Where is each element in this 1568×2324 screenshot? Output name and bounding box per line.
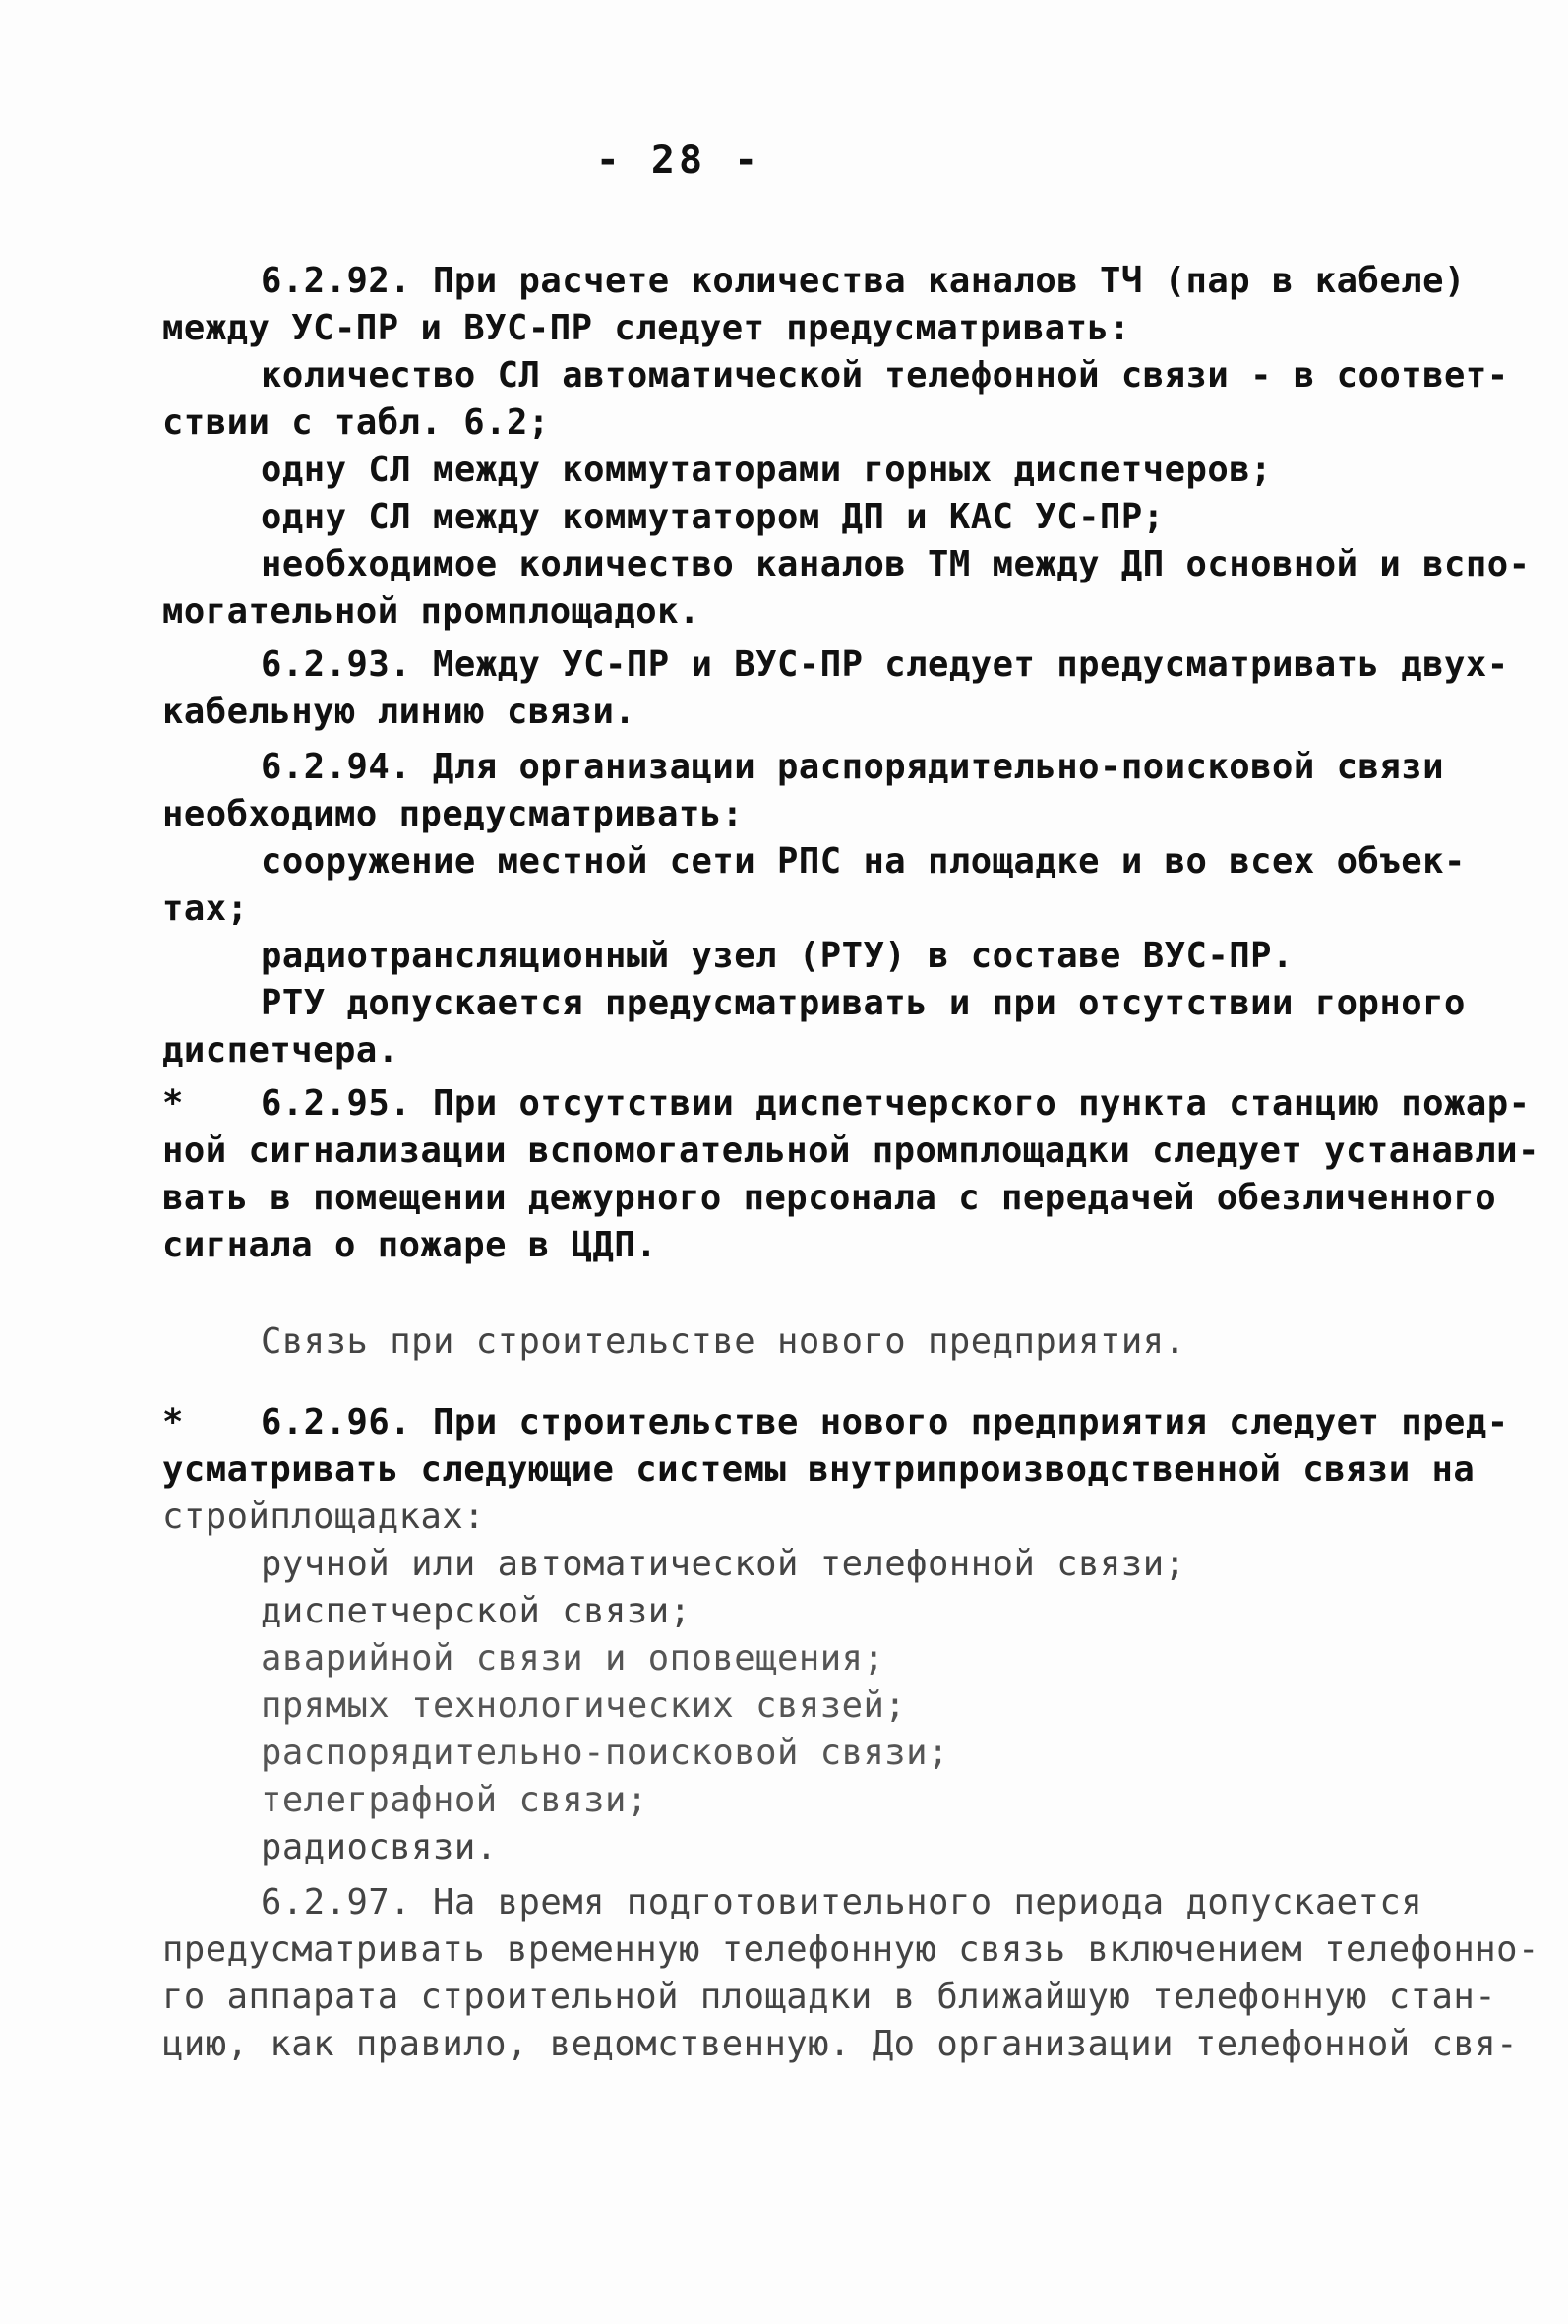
list-item: распорядительно-поисковой связи; [261, 1733, 949, 1773]
text-line: го аппарата строительной площадки в ближайшую телефонную стан- [162, 1977, 1497, 2017]
document-body [162, 258, 1539, 2068]
paragraph-6-2-97 [162, 1879, 1539, 2068]
text-line: диспетчера. [162, 1030, 399, 1070]
text-line: одну СЛ между коммутаторами горных диспетчеров; [261, 450, 1273, 490]
paragraph-6-2-95 [162, 1080, 1539, 1269]
revision-marker: * [162, 1083, 184, 1124]
text-line: 6.2.97. На время подготовительного периода допускается [261, 1882, 1423, 1923]
text-line-content: 6.2.95. При отсутствии диспетчерского пункта станцию пожар- [261, 1083, 1531, 1124]
text-line: предусматривать временную телефонную связь включением телефонно- [162, 1929, 1539, 1970]
text-line: тах; [162, 888, 249, 929]
list-item: ручной или автоматической телефонной связи; [261, 1544, 1186, 1584]
text-line: цию, как правило, ведомственную. До организации телефонной свя- [162, 2024, 1518, 2064]
list-item: телеграфной связи; [261, 1780, 648, 1820]
text-line: стройплощадках: [162, 1497, 486, 1537]
text-line: сигнала о пожаре в ЦДП. [162, 1225, 658, 1265]
list-item: аварийной связи и оповещения; [261, 1638, 885, 1679]
text-line: вать в помещении дежурного персонала с передачей обезличенного [162, 1178, 1497, 1218]
text-line: необходимое количество каналов ТМ между ДП основной и вспо- [261, 544, 1531, 584]
text-line: количество СЛ автоматической телефонной связи - в соответ- [261, 355, 1509, 396]
text-line [162, 1080, 1531, 1128]
section-heading: Связь при строительстве нового предприятия. [261, 1321, 1186, 1362]
text-line: кабельную линию связи. [162, 692, 636, 732]
text-line: усматривать следующие системы внутрипроизводственной связи на [162, 1449, 1476, 1490]
text-line: 6.2.93. Между УС-ПР и ВУС-ПР следует предусматривать двух- [261, 644, 1509, 685]
text-line-content: 6.2.96. При строительстве нового предприятия следует пред- [261, 1402, 1509, 1442]
paragraph-6-2-92 [162, 258, 1531, 636]
text-line: одну СЛ между коммутатором ДП и КАС УС-ПР; [261, 497, 1165, 537]
text-line: необходимо предусматривать: [162, 794, 744, 834]
list-item: радиосвязи. [261, 1827, 498, 1867]
text-line: между УС-ПР и ВУС-ПР следует предусматривать: [162, 308, 1131, 348]
text-line: ной сигнализации вспомогательной промплощадки следует устанавли- [162, 1131, 1539, 1171]
text-line: могательной промплощадок. [162, 591, 700, 632]
text-line: сооружение местной сети РПС на площадке и во всех объек- [261, 841, 1466, 882]
text-line: ствии с табл. 6.2; [162, 402, 550, 443]
list-item: диспетчерской связи; [261, 1591, 692, 1631]
text-line: радиотрансляционный узел (РТУ) в составе ВУС-ПР. [261, 936, 1294, 976]
paragraph-6-2-94 [162, 744, 1471, 1074]
list-item: прямых технологических связей; [261, 1685, 907, 1726]
page-number: - 28 - [595, 138, 762, 183]
text-line: 6.2.92. При расчете количества каналов ТЧ (пар в кабеле) [261, 261, 1466, 301]
paragraph-6-2-96 [162, 1399, 1509, 1871]
text-line: 6.2.94. Для организации распорядительно-поисковой связи [261, 747, 1445, 787]
revision-marker: * [162, 1402, 184, 1442]
text-line: РТУ допускается предусматривать и при отсутствии горного [261, 983, 1466, 1023]
paragraph-6-2-93 [162, 642, 1509, 736]
text-line [162, 1399, 1509, 1446]
